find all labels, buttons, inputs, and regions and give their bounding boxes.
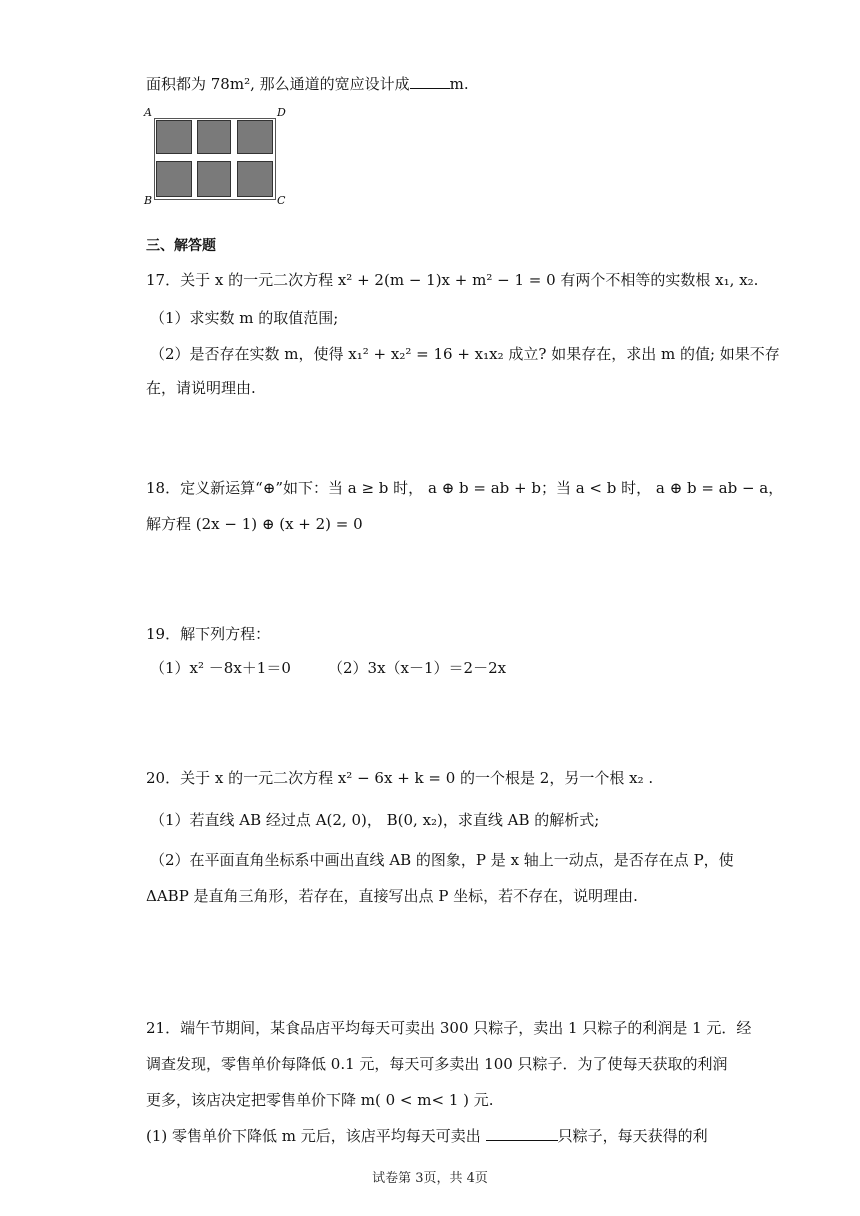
plot-cell — [156, 161, 192, 197]
q18-stem-line2: 解方程 (2x − 1) ⊕ (x + 2) = 0 — [146, 515, 363, 533]
plot-cell — [197, 120, 231, 154]
q20-stem: 20．关于 x 的一元二次方程 x² − 6x + k = 0 的一个根是 2，另一个根 x₂ . — [146, 769, 654, 787]
figure-label-c: C — [277, 194, 286, 207]
q16-unit: m. — [449, 75, 469, 93]
q21-part1-text-b: 只粽子，每天获得的利 — [557, 1127, 708, 1145]
q19-stem: 19．解下列方程： — [146, 625, 271, 643]
q21-part1-text-a: (1) 零售单价下降低 m 元后，该店平均每天可卖出 — [146, 1127, 481, 1145]
figure-label-a: A — [144, 106, 152, 119]
q20-part2-line1: （2）在平面直角坐标系中画出直线 AB 的图象，P 是 x 轴上一动点，是否存在点 P，使 — [150, 851, 734, 869]
q16-tail-text: 面积都为 78m², 那么通道的宽应设计成 — [146, 75, 410, 93]
q21-answer-blank[interactable] — [486, 1126, 558, 1141]
channel-figure — [140, 104, 295, 214]
plot-cell — [237, 120, 273, 154]
plot-cell — [197, 161, 231, 197]
q17-part2-line1: （2）是否存在实数 m，使得 x₁² + x₂² = 16 + x₁x₂ 成立? 如果存在，求出 m 的值; 如果不存 — [150, 345, 780, 363]
q19-part2: （2）3x（x－1）＝2－2x — [328, 659, 507, 677]
q16-answer-blank[interactable] — [410, 74, 450, 89]
section-title: 三、解答题 — [146, 238, 216, 254]
q21-line2: 调查发现，零售单价每降低 0.1 元，每天可多卖出 100 只粽子．为了使每天获取的利润 — [146, 1055, 728, 1073]
q21-line3: 更多，该店决定把零售单价下降 m( 0 < m< 1 ) 元. — [146, 1091, 494, 1109]
figure-rectangle — [154, 118, 276, 200]
q21-part1-line — [146, 1126, 708, 1146]
q16-tail-line — [146, 74, 469, 94]
q17-stem: 17．关于 x 的一元二次方程 x² + 2(m − 1)x + m² − 1 = 0 有两个不相等的实数根 x₁, x₂. — [146, 271, 759, 289]
plot-cell — [156, 120, 192, 154]
q21-line1: 21．端午节期间，某食品店平均每天可卖出 300 只粽子，卖出 1 只粽子的利润是 1 元．经 — [146, 1019, 752, 1037]
page-footer: 试卷第 3页，共 4页 — [372, 1171, 488, 1186]
q18-stem-line1: 18．定义新运算“⊕”如下：当 a ≥ b 时， a ⊕ b = ab + b；当 a < b 时， a ⊕ b = ab − a， — [146, 479, 784, 497]
figure-label-b: B — [144, 194, 153, 207]
q20-part2-line2: ΔABP 是直角三角形，若存在，直接写出点 P 坐标，若不存在，说明理由. — [146, 887, 638, 905]
q17-part1: （1）求实数 m 的取值范围; — [150, 309, 339, 327]
plot-cell — [237, 161, 273, 197]
q17-part2-line2: 在，请说明理由. — [146, 379, 256, 397]
q19-part1: （1）x² －8x＋1＝0 — [150, 659, 291, 677]
figure-label-d: D — [277, 106, 286, 119]
q20-part1: （1）若直线 AB 经过点 A(2, 0)， B(0, x₂)，求直线 AB 的解析式; — [150, 811, 600, 829]
